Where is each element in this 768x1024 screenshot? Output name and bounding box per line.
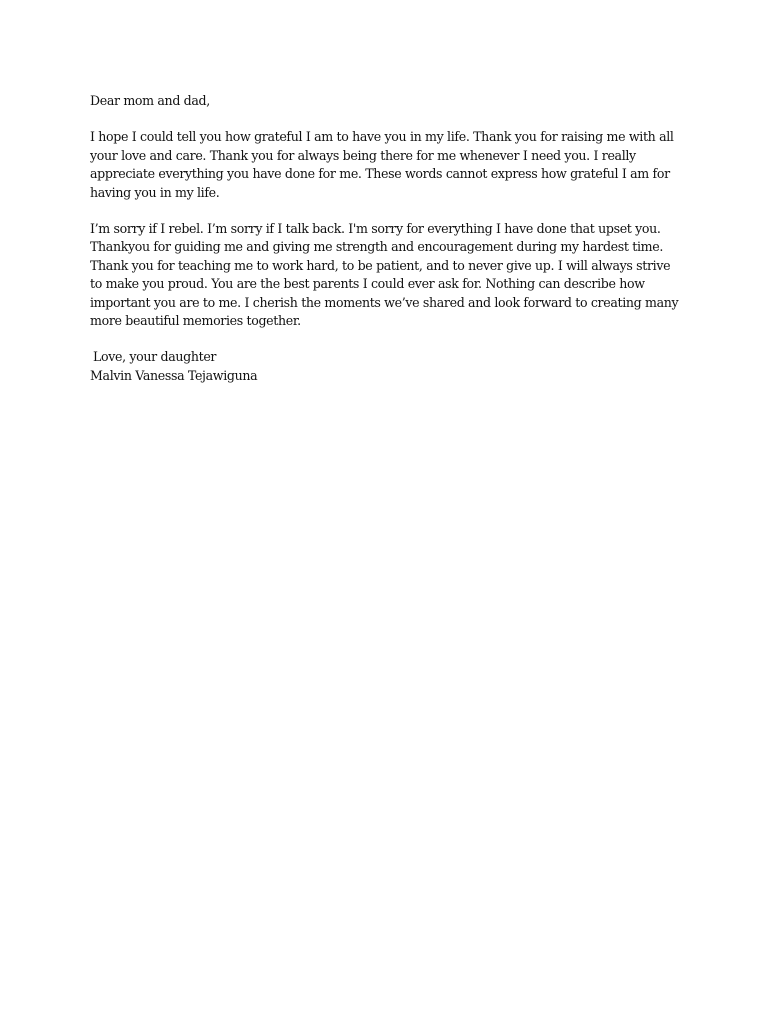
paragraph-line: Thank you for teaching me to work hard, to be patient, and to never give up. I will always strive — [90, 257, 671, 273]
paragraph-line: appreciate everything you have done for me. These words cannot express how grateful I am for — [90, 166, 670, 182]
closing-block — [90, 348, 686, 385]
paragraph-line: Thankyou for guiding me and giving me strength and encouragement during my hardest time. — [90, 239, 663, 255]
paragraph-line: to make you proud. You are the best parents I could ever ask for. Nothing can describe how — [90, 276, 645, 292]
signature-name: Malvin Vanessa Tejawiguna — [90, 367, 258, 383]
salutation-block — [90, 92, 686, 110]
paragraph-gratitude — [90, 128, 686, 202]
salutation: Dear mom and dad, — [90, 93, 210, 108]
paragraph-apology — [90, 220, 686, 330]
paragraph-line: I’m sorry if I rebel. I’m sorry if I talk back. I'm sorry for everything I have done that upset you. — [90, 221, 661, 237]
letter-body — [90, 92, 686, 385]
paragraph-line: important you are to me. I cherish the moments we’ve shared and look forward to creating many — [90, 294, 679, 310]
closing-line: Love, your daughter — [93, 349, 217, 365]
paragraph-line: your love and care. Thank you for always being there for me whenever I need you. I really — [90, 147, 636, 163]
paragraph-line: having you in my life. — [90, 184, 220, 200]
paragraph-line: I hope I could tell you how grateful I am to have you in my life. Thank you for raising me with all — [90, 129, 674, 145]
paragraph-line: more beautiful memories together. — [90, 313, 301, 329]
